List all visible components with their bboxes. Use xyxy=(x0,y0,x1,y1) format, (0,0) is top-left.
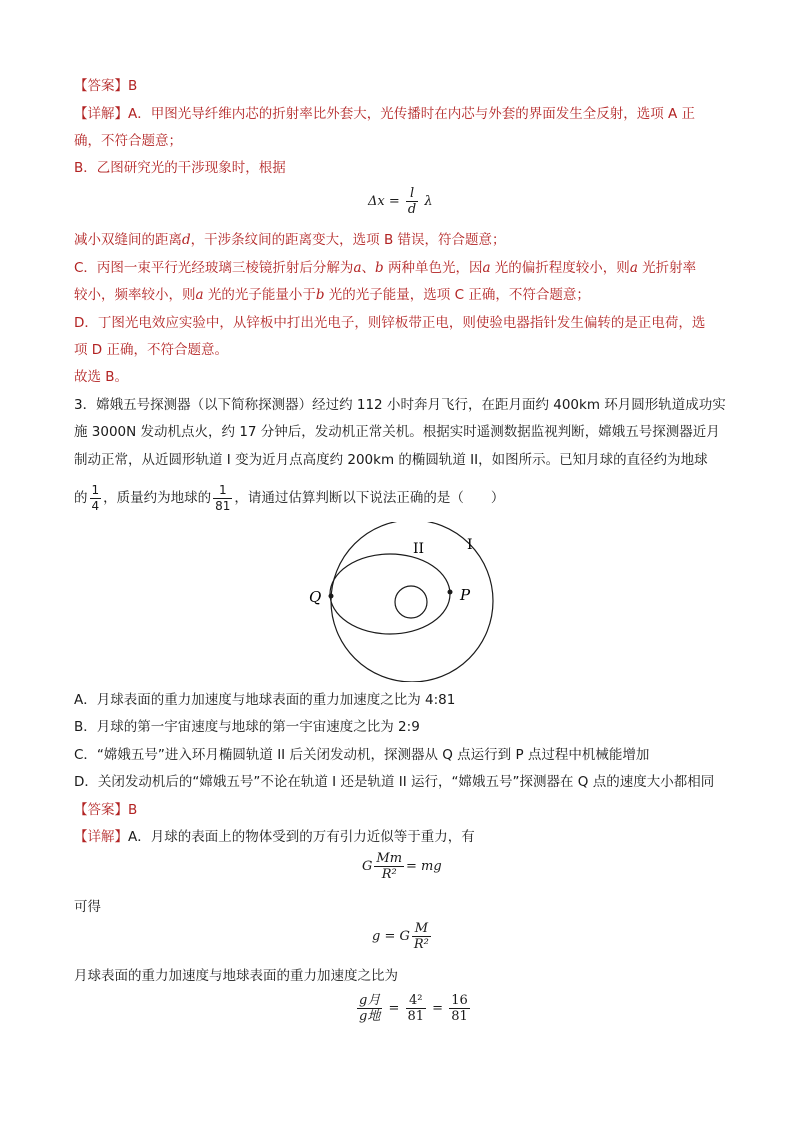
label-P: P xyxy=(460,586,471,604)
equation-ratio: $\frac{\text{g月}}{\text{g地}}$ = $\frac{\text{4²}}{81}$ = $\frac{16}{81}$ xyxy=(359,993,468,1024)
option-b: B．月球的第一宇宙速度与地球的第一宇宙速度之比为 2:9 xyxy=(74,719,420,735)
b2-var: d xyxy=(182,232,191,248)
eq1-G: G xyxy=(362,859,373,874)
c1-text-c: 两种单色光，因 xyxy=(383,260,483,276)
answer-value: B xyxy=(128,78,138,94)
c1-text-d: 光的偏折程度较小，则 xyxy=(490,260,630,276)
c1-var1: a xyxy=(353,260,362,276)
orbit-ellipse-II xyxy=(330,554,450,634)
c1-text-b: 、 xyxy=(361,260,375,276)
equation-g xyxy=(372,921,433,952)
eq2-lhs: g = G xyxy=(372,929,410,944)
stem4-text-b: ，质量约为地球的 xyxy=(103,490,212,506)
q3-answer-tag: 【答案】 xyxy=(74,802,128,818)
q3-detail-tag: 【详解】 xyxy=(74,829,128,845)
b2-text1: 减小双缝间的距离 xyxy=(74,232,182,248)
detail-a-line1 xyxy=(74,104,695,124)
fraction-one-81 xyxy=(213,483,232,514)
stem4-text-c: ，请通过估算判断以下说法正确的是（ ） xyxy=(234,490,505,506)
eq3-lhs-fraction xyxy=(357,993,382,1024)
answer-tag: 【答案】 xyxy=(74,78,128,94)
formula-num: l xyxy=(406,186,418,202)
fraction-one-quarter xyxy=(90,483,102,514)
answer-line xyxy=(74,76,137,96)
detail-a-line2: 确，不符合题意； xyxy=(74,133,182,149)
formula-fringe-spacing xyxy=(368,186,433,217)
c2-text-b: 光的光子能量小于 xyxy=(203,287,316,303)
eq3-result-fraction xyxy=(449,993,470,1024)
detail-c-line2 xyxy=(74,285,590,305)
frac-b-den: 81 xyxy=(215,498,231,513)
c1-var3: a xyxy=(482,260,491,276)
formula-fraction xyxy=(406,186,418,217)
c1-text-e: 光折射率 xyxy=(637,260,697,276)
formula-rhs: λ xyxy=(424,194,433,209)
c1-var2: b xyxy=(375,260,384,276)
eq1-den: R² xyxy=(381,867,397,882)
detail-a-text: A．甲图光导纤维内芯的折射率比外套大，光传播时在内芯与外套的界面发生全反射，选项 A 正 xyxy=(128,106,696,122)
q3-stem-line4 xyxy=(74,481,504,515)
q3-detail-a xyxy=(74,827,475,847)
frac-a-num: 1 xyxy=(91,482,100,497)
detail-b-line1: B．乙图研究光的干涉现象时，根据 xyxy=(74,160,286,176)
ratio-text: 月球表面的重力加速度与地球表面的重力加速度之比为 xyxy=(74,968,398,984)
eq2-num: M xyxy=(412,921,431,937)
detail-d-line2: 项 D 正确，不符合题意。 xyxy=(74,342,228,358)
q3-stem-line3: 制动正常，从近圆形轨道 I 变为近月点高度约 200km 的椭圆轨道 II，如图所示。已知月球的直径约为地球 xyxy=(74,452,708,468)
c1-text-a: C．丙图一束平行光经玻璃三棱镜折射后分解为 xyxy=(74,260,354,276)
eq1-rhs: = mg xyxy=(406,859,442,874)
label-Q: Q xyxy=(309,588,322,606)
eq3-mid-fraction xyxy=(406,993,427,1024)
option-c: C．“嫦娥五号”进入环月椭圆轨道 II 后关闭发动机，探测器从 Q 点运行到 P 点过程中机械能增加 xyxy=(74,747,650,763)
detail-d-line1: D．丁图光电效应实验中，从锌板中打出光电子，则锌板带正电，则使验电器指针发生偏转的是正电荷，选 xyxy=(74,315,706,331)
detail-b-line2 xyxy=(74,230,506,250)
label-orbit-I: I xyxy=(467,537,473,553)
detail-c-line1 xyxy=(74,258,696,278)
c2-var1: a xyxy=(195,287,204,303)
equation-gravity-equals-weight xyxy=(362,851,442,882)
option-d: D．关闭发动机后的“嫦娥五号”不论在轨道 I 还是轨道 II 运行，“嫦娥五号”探测器在 Q 点的速度大小都相同 xyxy=(74,774,715,790)
frac-a-den: 4 xyxy=(91,498,100,513)
eq3-den1: g地 xyxy=(359,1009,381,1024)
q3-detail-a-text: A．月球的表面上的物体受到的万有引力近似等于重力，有 xyxy=(128,829,475,845)
text-kede: 可得 xyxy=(74,899,101,915)
q3-stem-line2: 施 3000N 发动机点火，约 17 分钟后，发动机正常关机。根据实时遥测数据监视判断，嫦娥五号探测器近月 xyxy=(74,424,720,440)
eq1-fraction xyxy=(374,851,404,882)
eq2-fraction xyxy=(412,921,431,952)
q3-answer-value: B xyxy=(128,802,138,818)
orbit-diagram xyxy=(300,522,500,682)
formula-den: d xyxy=(407,202,417,217)
formula-lhs: Δx = xyxy=(368,194,400,209)
c2-text-c: 光的光子能量，选项 C 正确，不符合题意； xyxy=(324,287,590,303)
c2-var2: b xyxy=(315,287,325,303)
b2-text2: ，干涉条纹间的距离变大，选项 B 错误，符合题意； xyxy=(190,232,506,248)
frac-b-num: 1 xyxy=(213,483,232,499)
eq3-res-num: 16 xyxy=(451,993,468,1008)
eq3-mid-num: 4² xyxy=(406,993,427,1009)
stem4-text-a: 的 xyxy=(74,490,88,506)
q3-stem-line1: 3．嫦娥五号探测器（以下简称探测器）经过约 112 小时奔月飞行，在距月面约 400km 环月圆形轨道成功实 xyxy=(74,397,726,413)
c1-var4: a xyxy=(629,260,638,276)
q3-answer-line xyxy=(74,800,137,820)
conclusion: 故选 B。 xyxy=(74,369,129,385)
eq1-num: Mm xyxy=(376,851,403,866)
moon-circle xyxy=(395,586,427,618)
label-orbit-II: II xyxy=(413,541,425,557)
eq2-den: R² xyxy=(413,937,429,952)
eq3-mid-den: 81 xyxy=(407,1009,425,1024)
detail-tag: 【详解】 xyxy=(74,106,128,122)
point-P-dot xyxy=(448,590,453,595)
option-a: A．月球表面的重力加速度与地球表面的重力加速度之比为 4:81 xyxy=(74,692,456,708)
eq3-res-den: 81 xyxy=(451,1009,468,1024)
c2-text-a: 较小，频率较小，则 xyxy=(74,287,196,303)
eq3-num1: g月 xyxy=(359,993,381,1008)
point-Q-dot xyxy=(329,594,334,599)
